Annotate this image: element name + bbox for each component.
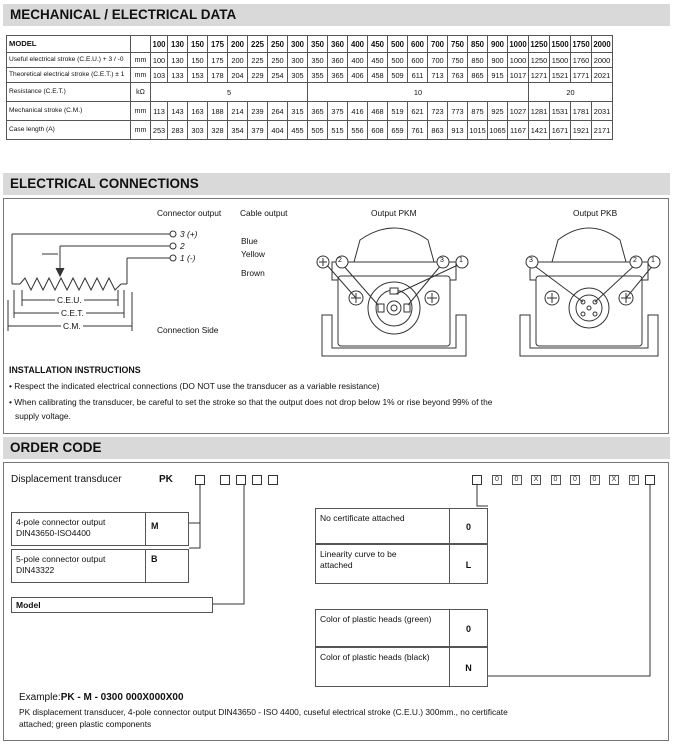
row-label: Useful electrical stroke (C.E.U.) + 3 / -0	[7, 53, 131, 68]
output-pkm-label: Output PKM	[371, 208, 417, 218]
wire-blue-label: Blue	[241, 236, 258, 246]
table-cell: 1771	[571, 68, 592, 83]
pin-3-label: 3 (+)	[180, 229, 198, 239]
color-black-text: Color of plastic heads (black)	[320, 652, 430, 662]
install-line-1: • Respect the indicated electrical connections (DO NOT use the transducer as a variable resistance)	[9, 381, 380, 391]
table-cell: 450	[368, 53, 388, 68]
cet-label: C.E.T.	[61, 308, 84, 318]
example-desc-2: attached; green plastic components	[19, 719, 152, 729]
table-cell: 900	[488, 53, 508, 68]
table-cell: 556	[348, 121, 368, 140]
table-cell: 416	[348, 102, 368, 121]
table-cell: 365	[308, 102, 328, 121]
table-cell: 1500	[550, 53, 571, 68]
table-cell: 214	[228, 102, 248, 121]
column-header-model-100: 100	[151, 36, 168, 53]
table-cell: 365	[328, 68, 348, 83]
color-green-code: 0	[449, 609, 488, 647]
option-b-code: B	[145, 549, 189, 583]
table-cell: 863	[428, 121, 448, 140]
table-cell: 723	[428, 102, 448, 121]
row-unit: kΩ	[131, 83, 151, 102]
pin-2-label: 2	[180, 241, 185, 251]
cert-l-code: L	[449, 544, 488, 584]
table-cell: 509	[388, 68, 408, 83]
row-unit: mm	[131, 102, 151, 121]
pkm-pin-2-label: 2	[338, 257, 342, 264]
table-cell: 379	[248, 121, 268, 140]
table-cell: 468	[368, 102, 388, 121]
column-header-model-300: 300	[288, 36, 308, 53]
table-cell: 153	[188, 68, 208, 83]
table-cell: 608	[368, 121, 388, 140]
table-cell: 264	[268, 102, 288, 121]
table-cell: 229	[248, 68, 268, 83]
code-fixed-digit: 0	[492, 475, 502, 485]
table-cell: 519	[388, 102, 408, 121]
code-fixed-digit: X	[609, 475, 619, 485]
column-header-model-350: 350	[308, 36, 328, 53]
column-header-model-200: 200	[228, 36, 248, 53]
code-fixed-digit: 0	[629, 475, 639, 485]
table-cell: 1015	[468, 121, 488, 140]
row-unit: mm	[131, 121, 151, 140]
connection-side-label: Connection Side	[157, 325, 219, 335]
table-cell: 303	[188, 121, 208, 140]
table-cell: 150	[188, 53, 208, 68]
table-cell: 763	[448, 68, 468, 83]
pkb-pin-1-label: 1	[651, 257, 655, 264]
table-cell: 1065	[488, 121, 508, 140]
wire-yellow-label: Yellow	[241, 249, 265, 259]
table-cell: 178	[208, 68, 228, 83]
option-m-text: 4-pole connector output DIN43650-ISO4400	[16, 517, 106, 538]
table-cell: 113	[151, 102, 168, 121]
example-code: PK - M - 0300 000X000X00	[60, 692, 184, 703]
table-cell: 163	[188, 102, 208, 121]
cm-label: C.M.	[63, 321, 81, 331]
table-cell: 354	[228, 121, 248, 140]
table-cell: 761	[408, 121, 428, 140]
table-cell: 505	[308, 121, 328, 140]
color-green-cell	[315, 609, 450, 647]
table-cell: 1000	[508, 53, 529, 68]
table-cell: 621	[408, 102, 428, 121]
table-cell: 455	[288, 121, 308, 140]
table-cell: 1421	[529, 121, 550, 140]
column-header-model-400: 400	[348, 36, 368, 53]
table-cell: 253	[151, 121, 168, 140]
column-header-model-1000: 1000	[508, 36, 529, 53]
install-line-2: • When calibrating the transducer, be careful to set the stroke so that the output does not drop below 1% or rise beyond 99% of the	[9, 397, 493, 407]
table-cell: 1760	[571, 53, 592, 68]
pin-1-label: 1 (-)	[180, 253, 196, 263]
table-cell: 375	[328, 102, 348, 121]
option-b-cell	[11, 549, 146, 583]
row-label: Case length (A)	[7, 121, 131, 140]
pkb-pin-3-label: 3	[529, 257, 533, 264]
column-header-model-175: 175	[208, 36, 228, 53]
column-header-model-1250: 1250	[529, 36, 550, 53]
table-cell: 283	[168, 121, 188, 140]
column-header-model-225: 225	[248, 36, 268, 53]
table-cell: 515	[328, 121, 348, 140]
column-header-model-1750: 1750	[571, 36, 592, 53]
table-cell: 250	[268, 53, 288, 68]
section-title-order: ORDER CODE	[3, 437, 670, 459]
pkm-pin-1-label: 1	[459, 257, 463, 264]
install-title: INSTALLATION INSTRUCTIONS	[9, 365, 141, 375]
table-cell: 850	[468, 53, 488, 68]
table-cell: 750	[448, 53, 468, 68]
color-black-code: N	[449, 647, 488, 687]
table-cell: 225	[248, 53, 268, 68]
table-cell: 315	[288, 102, 308, 121]
column-header-model-150: 150	[188, 36, 208, 53]
column-header-model-450: 450	[368, 36, 388, 53]
table-cell: 915	[488, 68, 508, 83]
table-cell: 925	[488, 102, 508, 121]
resistance-group: 20	[529, 83, 613, 102]
table-cell: 2031	[592, 102, 613, 121]
column-header-model-600: 600	[408, 36, 428, 53]
table-cell: 239	[248, 102, 268, 121]
color-green-text: Color of plastic heads (green)	[320, 614, 432, 624]
table-cell: 200	[228, 53, 248, 68]
column-header-model-1500: 1500	[550, 36, 571, 53]
wire-brown-label: Brown	[241, 268, 265, 278]
column-header-model-130: 130	[168, 36, 188, 53]
table-cell: 143	[168, 102, 188, 121]
table-cell: 133	[168, 68, 188, 83]
example-label: Example:	[19, 692, 61, 703]
table-cell: 404	[268, 121, 288, 140]
row-label: Theoretical electrical stroke (C.E.T.) ± 1	[7, 68, 131, 83]
table-cell: 100	[151, 53, 168, 68]
cert-none-text: No certificate attached	[320, 513, 405, 523]
table-cell: 355	[308, 68, 328, 83]
code-fixed-digit: X	[531, 475, 541, 485]
column-header-model-500: 500	[388, 36, 408, 53]
row-unit: mm	[131, 53, 151, 68]
table-cell: 1521	[550, 68, 571, 83]
row-unit: mm	[131, 68, 151, 83]
table-cell: 1781	[571, 102, 592, 121]
table-cell: 360	[328, 53, 348, 68]
table-cell: 611	[408, 68, 428, 83]
table-cell: 1017	[508, 68, 529, 83]
table-cell: 328	[208, 121, 228, 140]
order-label: Displacement transducer	[11, 474, 122, 485]
option-m-cell	[11, 512, 146, 546]
table-cell: 700	[428, 53, 448, 68]
table-cell: 1921	[571, 121, 592, 140]
table-cell: 600	[408, 53, 428, 68]
option-m-code: M	[145, 512, 189, 546]
column-header-model-700: 700	[428, 36, 448, 53]
table-cell: 305	[288, 68, 308, 83]
row-label: Resistance (C.E.T.)	[7, 83, 131, 102]
option-b-text: 5-pole connector output DIN43322	[16, 554, 106, 575]
table-cell: 1027	[508, 102, 529, 121]
install-line-3: supply voltage.	[15, 411, 71, 421]
table-cell: 188	[208, 102, 228, 121]
resistance-group: 5	[151, 83, 308, 102]
table-cell: 500	[388, 53, 408, 68]
table-cell: 400	[348, 53, 368, 68]
code-fixed-digit: 0	[512, 475, 522, 485]
output-pkb-label: Output PKB	[573, 208, 618, 218]
table-cell: 1167	[508, 121, 529, 140]
column-header-model: MODEL	[7, 36, 131, 53]
example-desc-1: PK displacement transducer, 4-pole connector output DIN43650 - ISO 4400, cuseful electrical stroke (C.E.U.) 300mm., no certificate	[19, 707, 508, 717]
connector-output-label: Connector output	[157, 208, 222, 218]
example-line	[19, 692, 184, 703]
table-cell: 254	[268, 68, 288, 83]
table-cell: 103	[151, 68, 168, 83]
cable-output-label: Cable output	[240, 208, 288, 218]
column-header-model-360: 360	[328, 36, 348, 53]
row-label: Mechanical stroke (C.M.)	[7, 102, 131, 121]
resistance-group: 10	[308, 83, 529, 102]
table-cell: 1250	[529, 53, 550, 68]
table-cell: 1271	[529, 68, 550, 83]
model-cell	[11, 597, 213, 613]
table-cell: 2171	[592, 121, 613, 140]
column-header-model-2000: 2000	[592, 36, 613, 53]
table-cell: 350	[308, 53, 328, 68]
table-cell: 300	[288, 53, 308, 68]
table-cell: 130	[168, 53, 188, 68]
table-cell: 406	[348, 68, 368, 83]
table-cell: 713	[428, 68, 448, 83]
section-title-electrical: ELECTRICAL CONNECTIONS	[3, 173, 670, 195]
column-header-model-850: 850	[468, 36, 488, 53]
code-fixed-digit: 0	[551, 475, 561, 485]
table-cell: 204	[228, 68, 248, 83]
table-cell: 865	[468, 68, 488, 83]
table-cell: 1281	[529, 102, 550, 121]
model-text: Model	[16, 600, 41, 610]
column-header-model-900: 900	[488, 36, 508, 53]
pkm-pin-3-label: 3	[440, 257, 444, 264]
ceu-label: C.E.U.	[57, 295, 82, 305]
table-cell: 1671	[550, 121, 571, 140]
section-title-mechanical: MECHANICAL / ELECTRICAL DATA	[3, 4, 670, 26]
cert-l-cell	[315, 544, 450, 584]
column-header-model-750: 750	[448, 36, 468, 53]
table-cell: 773	[448, 102, 468, 121]
code-fixed-digit: 0	[590, 475, 600, 485]
cert-none-code: 0	[449, 508, 488, 544]
order-prefix: PK	[159, 474, 173, 485]
table-cell: 913	[448, 121, 468, 140]
color-black-cell	[315, 647, 450, 687]
table-cell: 2021	[592, 68, 613, 83]
table-cell: 2000	[592, 53, 613, 68]
cert-l-text: Linearity curve to be attached	[320, 549, 397, 570]
table-cell: 175	[208, 53, 228, 68]
table-cell: 1531	[550, 102, 571, 121]
table-cell: 659	[388, 121, 408, 140]
column-header-model-250: 250	[268, 36, 288, 53]
code-fixed-digit: 0	[570, 475, 580, 485]
cert-none-cell	[315, 508, 450, 544]
pkb-pin-2-label: 2	[633, 257, 637, 264]
table-cell: 458	[368, 68, 388, 83]
table-cell: 875	[468, 102, 488, 121]
